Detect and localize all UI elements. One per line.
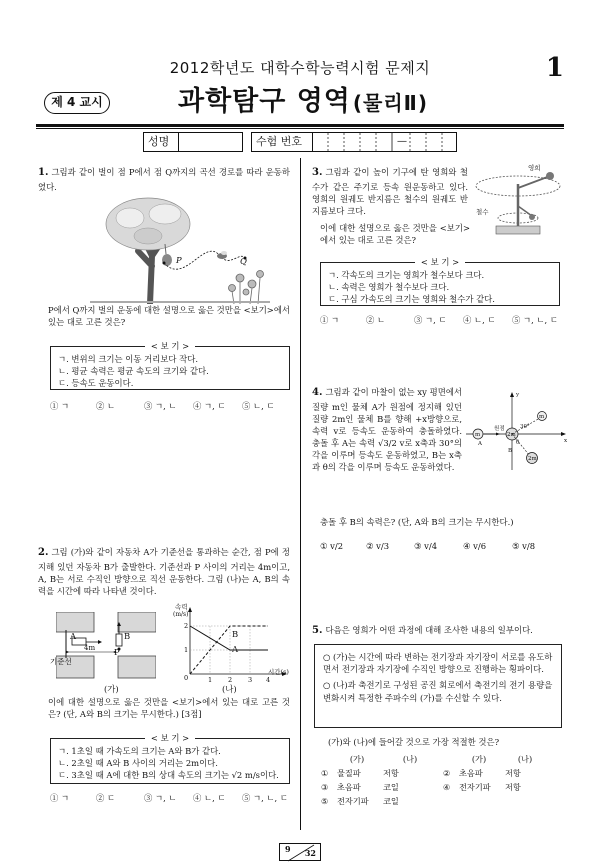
q2-stem	[38, 546, 290, 597]
q1-bogi-title: < 보 기 >	[145, 341, 195, 351]
svg-text:4: 4	[266, 676, 271, 684]
q1-question: P에서 Q까지 벌의 운동에 대한 설명으로 옳은 것만을 <보기>에서 있는 대로 고른 것은?	[48, 305, 290, 328]
q4-choice-2[interactable]: ② v/3	[366, 541, 390, 551]
q3-bogi-item: ㄱ. 각속도의 크기는 영희가 철수보다 크다.	[328, 270, 485, 280]
q5-cell: 저항	[383, 768, 399, 778]
q3-choice-3[interactable]: ③ ㄱ, ㄷ	[414, 315, 447, 325]
svg-text:θ: θ	[516, 440, 520, 446]
q1-bogi-item: ㄴ. 평균 속력은 평균 속도의 크기와 같다.	[58, 366, 209, 377]
q4-figure-collision	[464, 390, 568, 472]
q1-label-p: P	[176, 255, 182, 265]
q5-cell[interactable]: ⑤	[321, 796, 329, 806]
q2-figure-road	[56, 612, 156, 682]
q5-tbl-head: (나)	[517, 754, 533, 764]
svg-text:3: 3	[248, 676, 253, 684]
q2-bogi-box	[50, 733, 290, 784]
q4-choice-5[interactable]: ⑤ v/8	[512, 541, 536, 551]
svg-text:2: 2	[184, 622, 189, 630]
q2-choice-4[interactable]: ④ ㄴ, ㄷ	[193, 793, 226, 803]
q1-stem	[38, 166, 290, 193]
q1-figure-bee-tree	[90, 196, 270, 304]
q2-choice-3[interactable]: ③ ㄱ, ㄴ	[144, 793, 177, 803]
q5-stem	[312, 624, 564, 639]
svg-text:30°: 30°	[520, 424, 530, 430]
q5-number: 5.	[312, 625, 323, 636]
header-rule-thin	[36, 128, 564, 129]
q5-cell: 코일	[383, 796, 399, 806]
q5-box-item: ○ (나)과 축전기로 구성된 공진 회로에서 축전기의 전기 용량을 변화시켜 특정한 주파수의 (가)를 수신할 수 있다.	[323, 680, 553, 703]
period-badge: 제 4 교시	[44, 92, 110, 114]
q5-cell: 물질파	[337, 768, 361, 778]
svg-text:x: x	[564, 438, 568, 444]
q5-cell: 저항	[505, 768, 521, 778]
table-row[interactable]	[318, 766, 548, 780]
page-number: 1	[545, 53, 564, 83]
q5-cell[interactable]: ①	[321, 768, 329, 778]
q3-question: 이에 대한 설명으로 옳은 것만을 <보기>에서 있는 대로 고른 것은?	[320, 223, 470, 246]
q3-choice-5[interactable]: ⑤ ㄱ, ㄴ, ㄷ	[512, 315, 558, 325]
q2-fig-label-b: B	[124, 631, 131, 641]
q3-fig-label-cheolsu: 철수	[476, 208, 489, 216]
q4-stem	[312, 386, 462, 474]
q2-caption-na: (나)	[222, 684, 237, 694]
q1-choice-2[interactable]: ② ㄴ	[96, 401, 116, 411]
q2-graph-ylabel: 속력	[175, 603, 188, 611]
q5-tbl-head: (가)	[471, 754, 487, 764]
q3-bogi-title: < 보 기 >	[415, 257, 465, 267]
page-indicator	[279, 843, 321, 861]
q5-stem-text: 다음은 영희가 어떤 과정에 대해 조사한 내용의 일부이다.	[325, 625, 533, 635]
exam-no-label: 수험 번호	[256, 135, 303, 148]
q2-choice-5[interactable]: ⑤ ㄱ, ㄴ, ㄷ	[242, 793, 288, 803]
table-row[interactable]	[318, 794, 548, 808]
q2-fig-label-a: A	[70, 631, 77, 641]
q3-bogi-item: ㄴ. 속력은 영희가 철수보다 크다.	[328, 282, 450, 293]
subject-main: 과학탐구 영역	[178, 86, 351, 117]
footer-page: 9	[285, 844, 291, 854]
q2-graph-xlabel: 시간(s)	[268, 668, 289, 676]
exam-number-field[interactable]	[251, 132, 457, 152]
q2-choice-1[interactable]: ① ㄱ	[50, 793, 70, 803]
subject-sub: (물리Ⅱ)	[352, 91, 429, 115]
q1-bogi-item: ㄱ. 변위의 크기는 이동 거리보다 작다.	[58, 354, 198, 364]
q3-stem-text: 그림과 같이 높이 기구에 탄 영희와 철수가 같은 주기로 등속 원운동하고 있다. 영희의 원궤도 반지름은 철수의 원궤도 반지름보다 크다.	[312, 167, 468, 216]
svg-text:0: 0	[184, 674, 189, 682]
q5-tbl-head: (나)	[402, 754, 418, 764]
q1-choice-1[interactable]: ① ㄱ	[50, 401, 70, 411]
q1-choice-5[interactable]: ⑤ ㄴ, ㄷ	[242, 401, 275, 411]
q1-stem-text: 그림과 같이 벌이 점 P에서 점 Q까지의 곡선 경로를 따라 운동하였다.	[38, 167, 290, 192]
q2-bogi-item: ㄴ. 2초일 때 A와 B 사이의 거리는 2m이다.	[58, 758, 218, 769]
name-label: 성명	[148, 135, 170, 148]
q1-choice-4[interactable]: ④ ㄱ, ㄷ	[193, 401, 226, 411]
q2-stem-text: 그림 (가)와 같이 자동차 A가 기준선을 통과하는 순간, 점 P에 정지해 있던 자동차 B가 출발한다. 기준선과 P 사이의 거리는 4m이고, A, B는 서로 수직인 방향으로 직선 운동한다. 그림 (나)는 A, B의 속력을 시간에 따라 나타낸 것이다.	[38, 547, 290, 596]
table-row	[318, 752, 548, 766]
q2-bogi-item: ㄱ. 1초일 때 가속도의 크기는 A와 B가 같다.	[58, 746, 221, 756]
q4-stem-text: 그림과 같이 마찰이 없는 xy 평면에서 질량 m인 물체 A가 원점에 정지해 있던 질량 2m인 물체 B를 향해 +x방향으로, 속력 v로 등속도 운동하여 충돌하였다. 충돌 후 A는 속력 √3/2 v로 x축과 30°의 각을 이루며 등속도 운동하였고, B는 x축과 θ의 각을 이루며 등속도 운동하였다.	[312, 387, 462, 473]
q5-info-box	[314, 644, 562, 728]
header-rule	[36, 124, 564, 127]
column-divider	[300, 158, 301, 830]
q2-fig-dist: 4m	[84, 644, 96, 652]
q2-question: 이에 대한 설명으로 옳은 것만을 <보기>에서 있는 대로 고른 것은? (단, A와 B의 크기는 무시한다.) [3점]	[48, 697, 290, 720]
q5-cell[interactable]: ④	[443, 782, 451, 792]
q4-choice-4[interactable]: ④ v/6	[463, 541, 487, 551]
q2-caption-ga: (가)	[104, 684, 119, 694]
svg-text:2m: 2m	[528, 456, 537, 462]
q1-label-q: Q	[240, 256, 247, 266]
svg-text:m: m	[539, 414, 545, 420]
exam-title: 2012학년도 대학수학능력시험 문제지	[169, 59, 431, 77]
footer-total: 32	[304, 848, 316, 859]
q5-cell: 전자기파	[459, 782, 491, 792]
q5-cell: 초음파	[337, 782, 361, 792]
q5-cell: 코일	[383, 782, 399, 792]
q1-bogi-item: ㄷ. 등속도 운동이다.	[58, 378, 134, 389]
q2-choice-2[interactable]: ② ㄷ	[96, 793, 116, 803]
q3-choice-4[interactable]: ④ ㄴ, ㄷ	[463, 315, 496, 325]
q1-number: 1.	[38, 167, 49, 178]
q5-cell: 전자기파	[337, 796, 369, 806]
q2-graph-yunit: (m/s)	[173, 611, 189, 618]
svg-text:m: m	[475, 432, 481, 438]
q5-box-item: ○ (가)는 시간에 따라 변하는 전기장과 자기장이 서로를 유도하면서 전기장과 자기장에 수직인 방향으로 진행하는 횡파이다.	[323, 652, 553, 675]
q2-bogi-title: < 보 기 >	[145, 733, 195, 743]
q3-stem	[312, 166, 468, 217]
q4-question: 충돌 후 B의 속력은? (단, A와 B의 크기는 무시한다.)	[320, 517, 514, 527]
q2-bogi-item: ㄷ. 3초일 때 A에 대한 B의 상대 속도의 크기는 √2 m/s이다.	[58, 770, 279, 781]
q4-choice-1[interactable]: ① v/2	[320, 541, 344, 551]
q2-number: 2.	[38, 547, 49, 558]
q5-cell: 저항	[505, 782, 521, 792]
q3-figure-ride	[470, 164, 566, 238]
exam-number-cells	[312, 133, 458, 151]
svg-text:1: 1	[208, 676, 213, 684]
q3-choice-1[interactable]: ① ㄱ	[320, 315, 340, 325]
svg-text:2: 2	[228, 676, 233, 684]
q5-answer-table	[318, 752, 564, 808]
name-field[interactable]	[143, 132, 243, 152]
q4-choice-3[interactable]: ③ v/4	[414, 541, 438, 551]
q2-graph-label-b: B	[232, 629, 239, 639]
svg-text:1: 1	[184, 646, 189, 654]
q3-bogi-item: ㄷ. 구심 가속도의 크기는 영희와 철수가 같다.	[328, 294, 495, 305]
q1-choice-3[interactable]: ③ ㄱ, ㄴ	[144, 401, 177, 411]
svg-text:B: B	[508, 448, 513, 454]
q2-fig-ref-line: 기준선	[50, 657, 72, 666]
q3-number: 3.	[312, 167, 323, 178]
q2-fig-label-p: P	[114, 647, 120, 657]
q5-cell: 초음파	[459, 768, 483, 778]
q4-number: 4.	[312, 387, 323, 398]
q3-choice-2[interactable]: ② ㄴ	[366, 315, 386, 325]
q1-bogi-box	[50, 341, 290, 390]
table-row[interactable]	[318, 780, 548, 794]
exam-no-dash: —	[397, 136, 407, 147]
svg-text:원점: 원점	[494, 426, 505, 432]
q5-cell[interactable]: ②	[443, 768, 451, 778]
svg-text:A: A	[478, 441, 482, 447]
svg-text:2m: 2m	[507, 432, 516, 438]
subject-title	[178, 82, 428, 121]
q2-graph-label-a: A	[232, 644, 239, 654]
q5-cell[interactable]: ③	[321, 782, 329, 792]
q5-tbl-head: (가)	[349, 754, 365, 764]
q3-bogi-box	[320, 257, 560, 306]
q3-fig-label-younghee: 영희	[528, 164, 541, 172]
q5-question: (가)와 (나)에 들어갈 것으로 가장 적절한 것은?	[328, 737, 500, 747]
svg-text:y: y	[516, 392, 520, 398]
